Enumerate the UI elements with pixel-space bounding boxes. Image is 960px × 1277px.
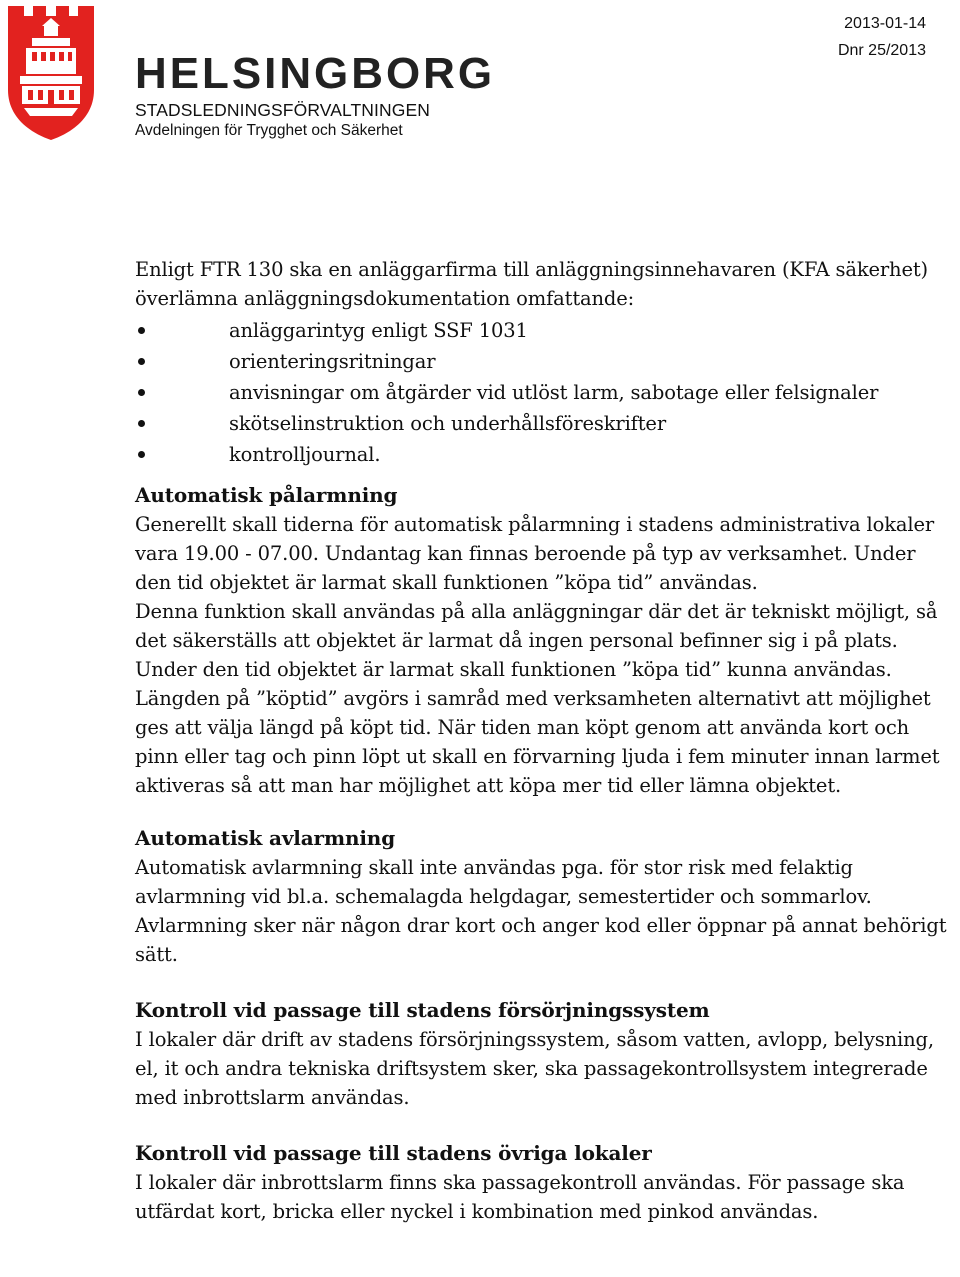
section-paragraph: Automatisk avlarmning skall inte användas pga. för stor risk med felaktig avlarmning vid bl.a. schemalagda helgdagar, semestertider och sommarlov. Avlarmning sker när någon drar kort och anger kod eller öppnar på annat behörigt sätt. [135,856,947,966]
bullet-icon [138,420,145,427]
section-heading-supply-systems: Kontroll vid passage till stadens försörjningssystem [135,998,710,1022]
section-paragraph: I lokaler där inbrottslarm finns ska passagekontroll användas. För passage ska utfärdat kort, bricka eller nyckel i kombination med pinkod användas. [135,1171,905,1223]
list-item: skötselinstruktion och underhållsföreskrifter [135,408,957,439]
bullet-icon [138,358,145,365]
section-paragraph: Denna funktion skall användas på alla anläggningar där det är tekniskt möjligt, så det säkerställs att objektet är larmat då ingen personal befinner sig i på plats. Under den tid objektet är larmat skall funktionen ”köpa tid” kunna användas. Längden på ”köptid” avgörs i samråd med verksamheten alternativt att möjlighet ges att välja längd på köpt tid. När tiden man köpt genom att använda kort och pinn eller tag och pinn löpt ut skall en förvarning ljuda i fem minuter innan larmet aktiveras så att man har möjlighet att köpa mer tid eller lämna objektet. [135,600,940,797]
bullet-icon [138,327,145,334]
list-item: orienteringsritningar [135,346,957,377]
intro-paragraph: Enligt FTR 130 ska en anläggarfirma till anläggningsinnehavaren (KFA säkerhet) överlämna anläggningsdokumentation omfattande: [135,258,928,310]
section-heading-automatic-alarm-on: Automatisk pålarmning [135,483,398,507]
bullet-icon [138,389,145,396]
list-item: anvisningar om åtgärder vid utlöst larm, sabotage eller felsignaler [135,377,957,408]
document-date: 2013-01-14 [844,15,926,32]
list-item: anläggarintyg enligt SSF 1031 [135,315,957,346]
city-wordmark [135,52,497,92]
section-heading-other-premises: Kontroll vid passage till stadens övriga lokaler [135,1141,652,1165]
section-heading-automatic-alarm-off: Automatisk avlarmning [135,826,396,850]
city-wordmark-graphic [135,52,497,92]
helsingborg-crest-icon [6,4,96,142]
bullet-icon [138,451,145,458]
list-item: kontrolljournal. [135,439,957,470]
division-name: Avdelningen för Trygghet och Säkerhet [135,122,403,139]
department-name: STADSLEDNINGSFÖRVALTNINGEN [135,100,430,120]
documentation-list [135,315,957,470]
section-paragraph: Generellt skall tiderna för automatisk pålarmning i stadens administrativa lokaler vara 19.00 - 07.00. Undantag kan finnas beroende på typ av verksamhet. Under den tid objektet är larmat skall funktionen ”köpa tid” användas. [135,513,935,594]
document-meta [838,10,926,64]
document-body [135,255,957,1226]
document-number: Dnr 25/2013 [837,42,926,59]
city-wordmark-text: HELSINGBORG [135,52,495,92]
section-paragraph: I lokaler där drift av stadens försörjningssystem, såsom vatten, avlopp, belysning, el, it och andra tekniska driftsystem sker, ska passagekontrollsystem integrerade med inbrottslarm användas. [135,1028,934,1109]
